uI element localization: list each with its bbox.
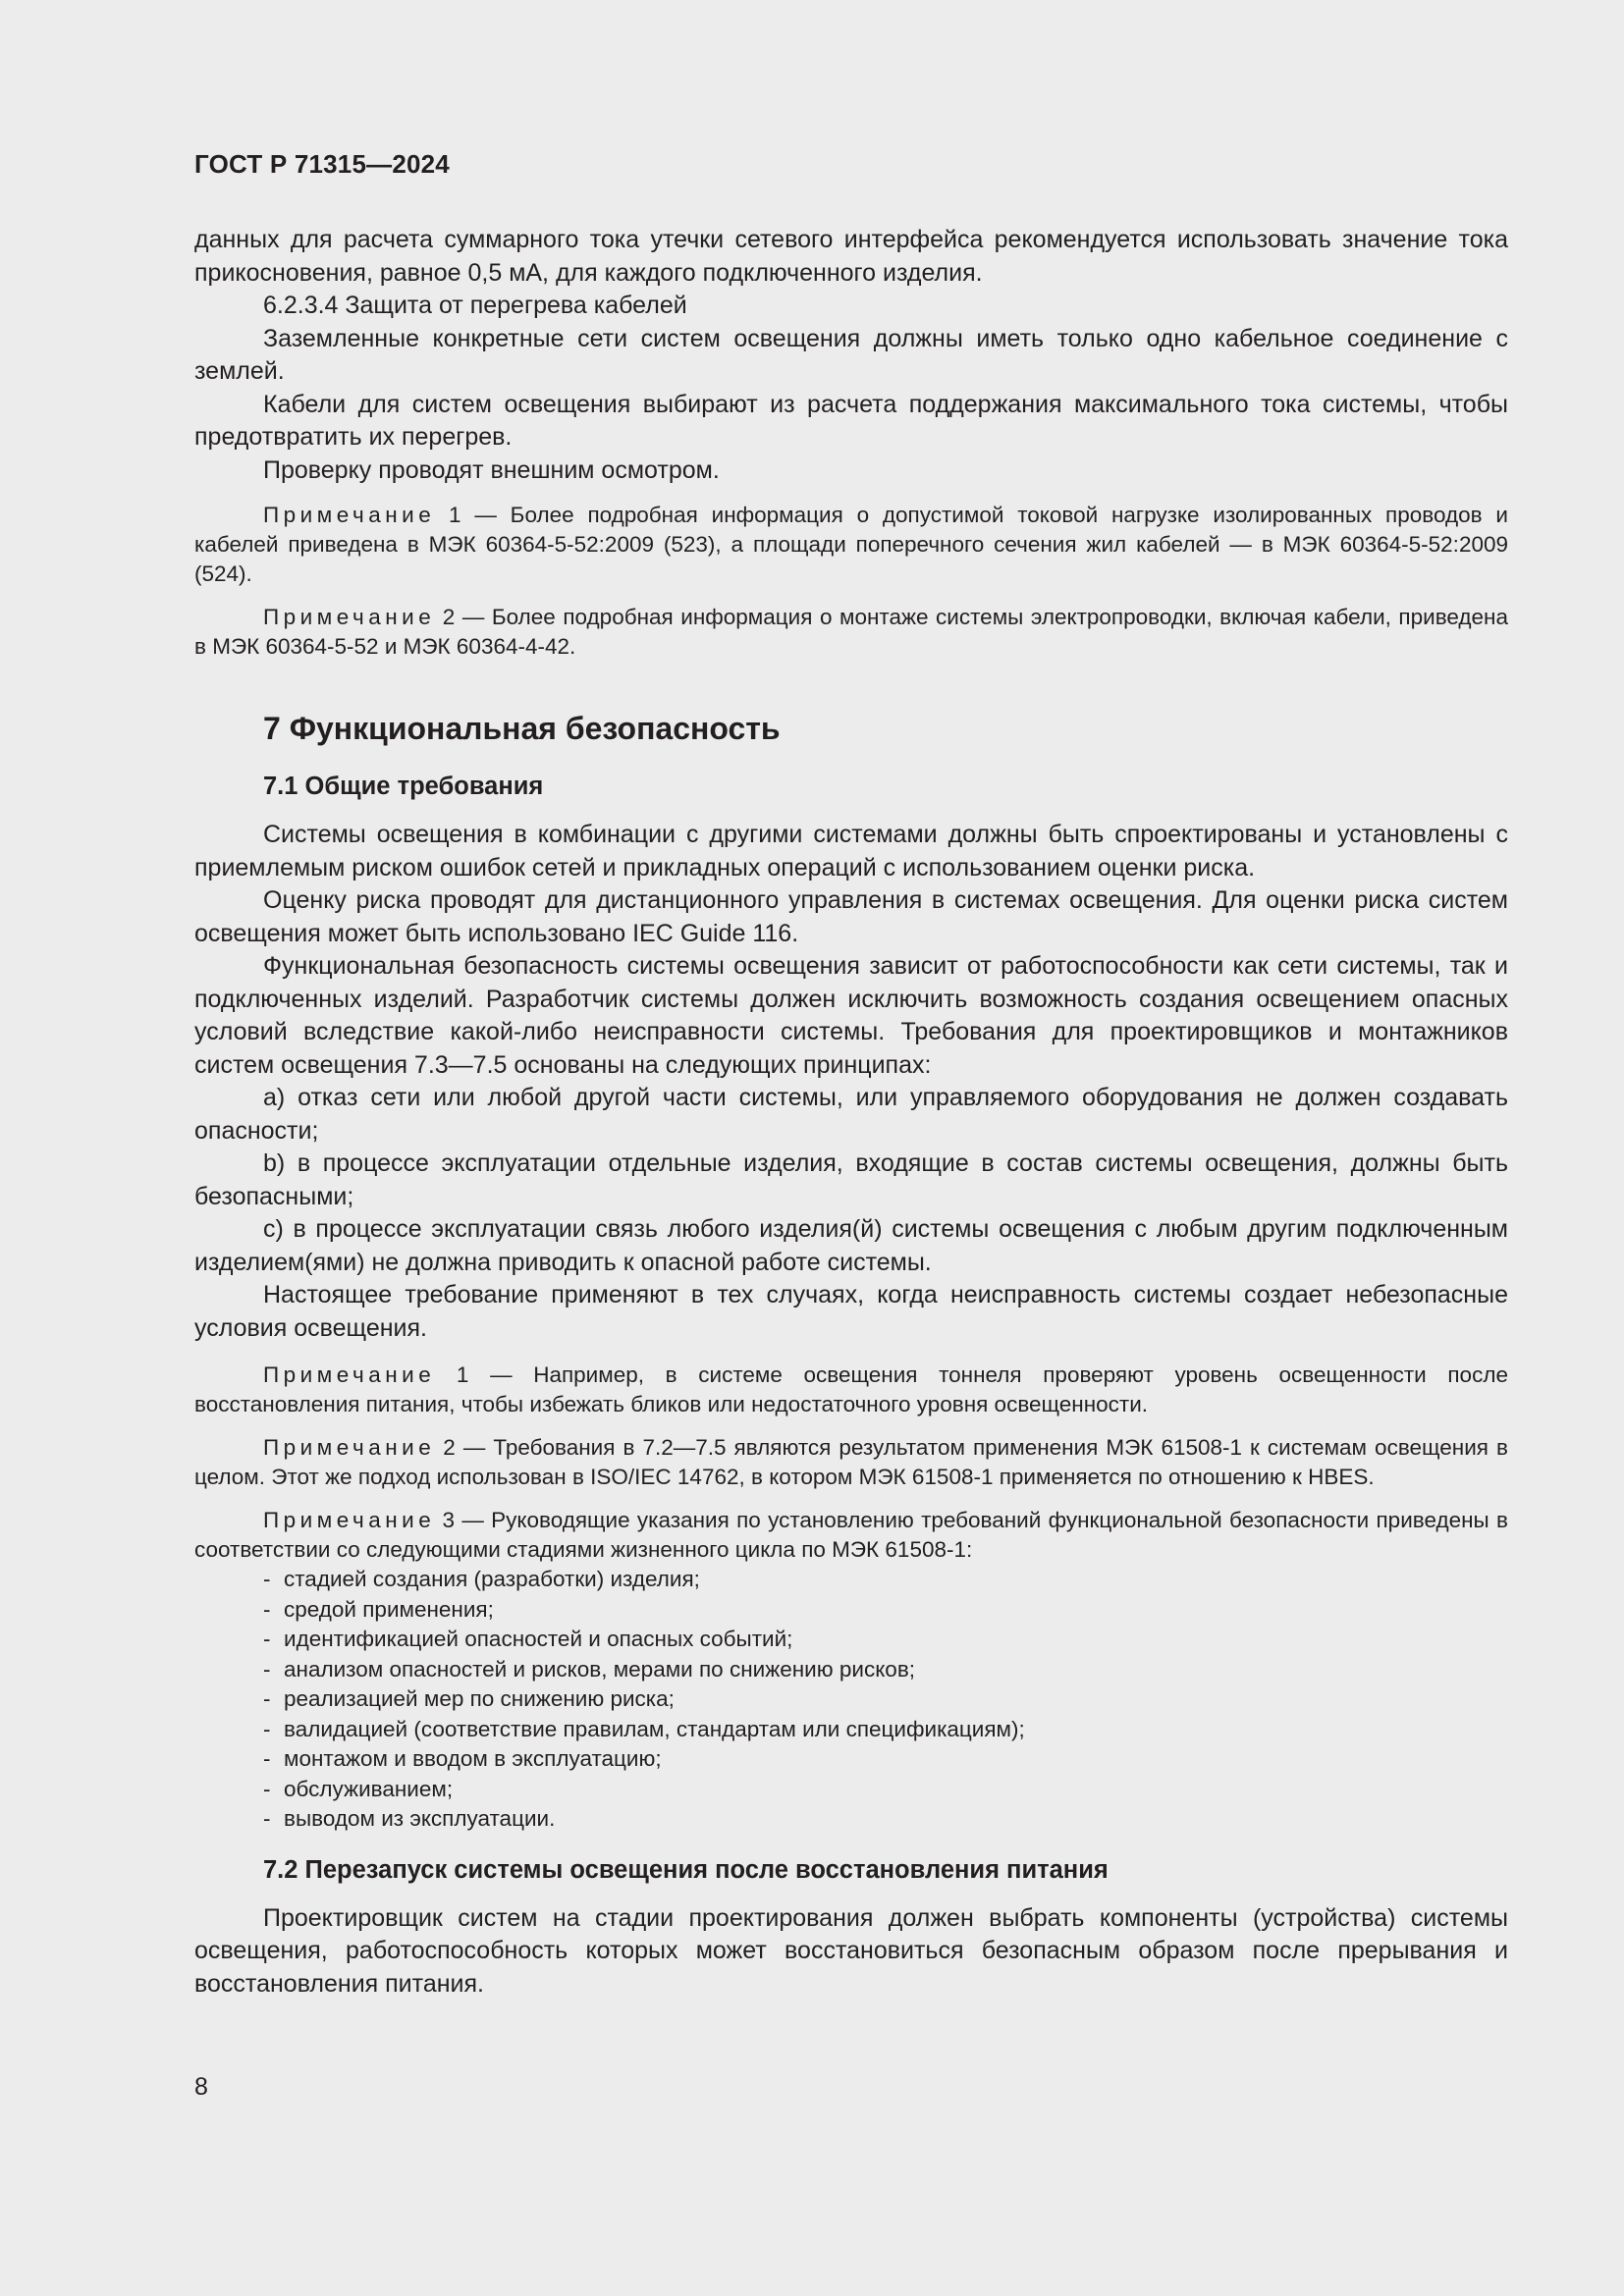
- note-label: Примечание: [263, 1435, 436, 1460]
- page-body: [194, 224, 1508, 2001]
- note-label: Примечание: [263, 605, 436, 629]
- section-7-title: 7 Функциональная безопасность: [263, 711, 781, 746]
- note-text: — Руководящие указания по установлению требований функциональной безопасности приведены в соответствии со следующими стадиями жизненного цикла по МЭК 61508-1:: [194, 1508, 1508, 1562]
- list-item: - стадией создания (разработки) изделия;: [263, 1565, 1508, 1595]
- paragraph-7-1-1: Системы освещения в комбинации с другими системами должны быть спроектированы и установлены с приемлемым риском ошибок сетей и прикладных операций с использованием оценки риска.: [194, 821, 1508, 881]
- principle-c: c) в процессе эксплуатации связь любого изделия(й) системы освещения с любым другим подключенным изделием(ями) не должна приводить к опасной работе системы.: [194, 1215, 1508, 1276]
- note-number: 1: [456, 1362, 469, 1387]
- note-number: 1: [449, 503, 461, 527]
- paragraph-7-2-1: Проектировщик систем на стадии проектирования должен выбрать компоненты (устройства) системы освещения, работоспособность которых может восстановиться безопасным образом после прерывания и восстановления питания.: [194, 1903, 1508, 1998]
- note-label: Примечание: [263, 1508, 436, 1532]
- paragraph-cables: Кабели для систем освещения выбирают из расчета поддержания максимального тока системы, чтобы предотвратить их перегрев.: [194, 390, 1508, 451]
- paragraph-continuation: данных для расчета суммарного тока утечки сетевого интерфейса рекомендуется использовать значение тока прикосновения, равное 0,5 мА, для каждого подключенного изделия.: [194, 226, 1508, 287]
- list-item: - выводом из эксплуатации.: [263, 1804, 1508, 1835]
- section-7-1-title: 7.1 Общие требования: [263, 773, 544, 800]
- list-item: - обслуживанием;: [263, 1775, 1508, 1805]
- principle-a: a) отказ сети или любой другой части системы, или управляемого оборудования не должен создавать опасности;: [194, 1084, 1508, 1145]
- subsection-6-2-3-4-title: 6.2.3.4 Защита от перегрева кабелей: [263, 292, 687, 319]
- note-number: 2: [442, 605, 456, 629]
- lifecycle-stages-list: [194, 1565, 1508, 1835]
- list-item: - реализацией мер по снижению риска;: [263, 1684, 1508, 1715]
- principle-b: b) в процессе эксплуатации отдельные изделия, входящие в состав системы освещения, должны быть безопасными;: [194, 1149, 1508, 1210]
- note-text: — Более подробная информация о монтаже системы электропроводки, включая кабели, приведена в МЭК 60364-5-52 и МЭК 60364-4-42.: [194, 605, 1508, 659]
- note-text: — Более подробная информация о допустимой токовой нагрузке изолированных проводов и кабелей приведена в МЭК 60364-5-52:2009 (523), а площади поперечного сечения жил кабелей — в МЭК 60364-5-52:2009 (524).: [194, 503, 1508, 586]
- note-text: — Требования в 7.2—7.5 являются результатом применения МЭК 61508-1 к системам освещения в целом. Этот же подход использован в ISO/IEC 14762, в котором МЭК 61508-1 применяется по отношению к HBES.: [194, 1435, 1508, 1489]
- list-item: - идентификацией опасностей и опасных событий;: [263, 1625, 1508, 1655]
- paragraph-grounded-networks: Заземленные конкретные сети систем освещения должны иметь только одно кабельное соединение с землей.: [194, 324, 1508, 385]
- paragraph-7-1-4: Настоящее требование применяют в тех случаях, когда неисправность системы создает небезопасные условия освещения.: [194, 1281, 1508, 1342]
- note-7-1-3: [194, 1506, 1508, 1565]
- note-number: 3: [442, 1508, 456, 1532]
- paragraph-7-1-3: Функциональная безопасность системы освещения зависит от работоспособности как сети системы, так и подключенных изделий. Разработчик системы должен исключить возможность создания освещением опасных условий вследствие какой-либо неисправности системы. Требования для проектировщиков и монтажников систем освещения 7.3—7.5 основаны на следующих принципах:: [194, 952, 1508, 1079]
- note-text: — Например, в системе освещения тоннеля проверяют уровень освещенности после восстановления питания, чтобы избежать бликов или недостаточного уровня освещенности.: [194, 1362, 1508, 1416]
- note-cables-2: [194, 603, 1508, 662]
- list-item: - монтажом и вводом в эксплуатацию;: [263, 1744, 1508, 1775]
- note-label: Примечание: [263, 503, 436, 527]
- list-item: - валидацией (соответствие правилам, стандартам или спецификациям);: [263, 1715, 1508, 1745]
- note-7-1-2: [194, 1433, 1508, 1492]
- note-7-1-1: [194, 1361, 1508, 1419]
- page-number: 8: [194, 2073, 208, 2101]
- paragraph-7-1-2: Оценку риска проводят для дистанционного управления в системах освещения. Для оценки риска систем освещения может быть использовано IEC Guide 116.: [194, 886, 1508, 947]
- document-header: ГОСТ Р 71315—2024: [194, 149, 450, 179]
- note-label: Примечание: [263, 1362, 436, 1387]
- paragraph-visual-check: Проверку проводят внешним осмотром.: [263, 455, 720, 484]
- note-cables-1: [194, 501, 1508, 589]
- list-item: - средой применения;: [263, 1595, 1508, 1626]
- section-7-2-title: 7.2 Перезапуск системы освещения после восстановления питания: [263, 1855, 1109, 1884]
- list-item: - анализом опасностей и рисков, мерами по снижению рисков;: [263, 1655, 1508, 1685]
- note-number: 2: [443, 1435, 456, 1460]
